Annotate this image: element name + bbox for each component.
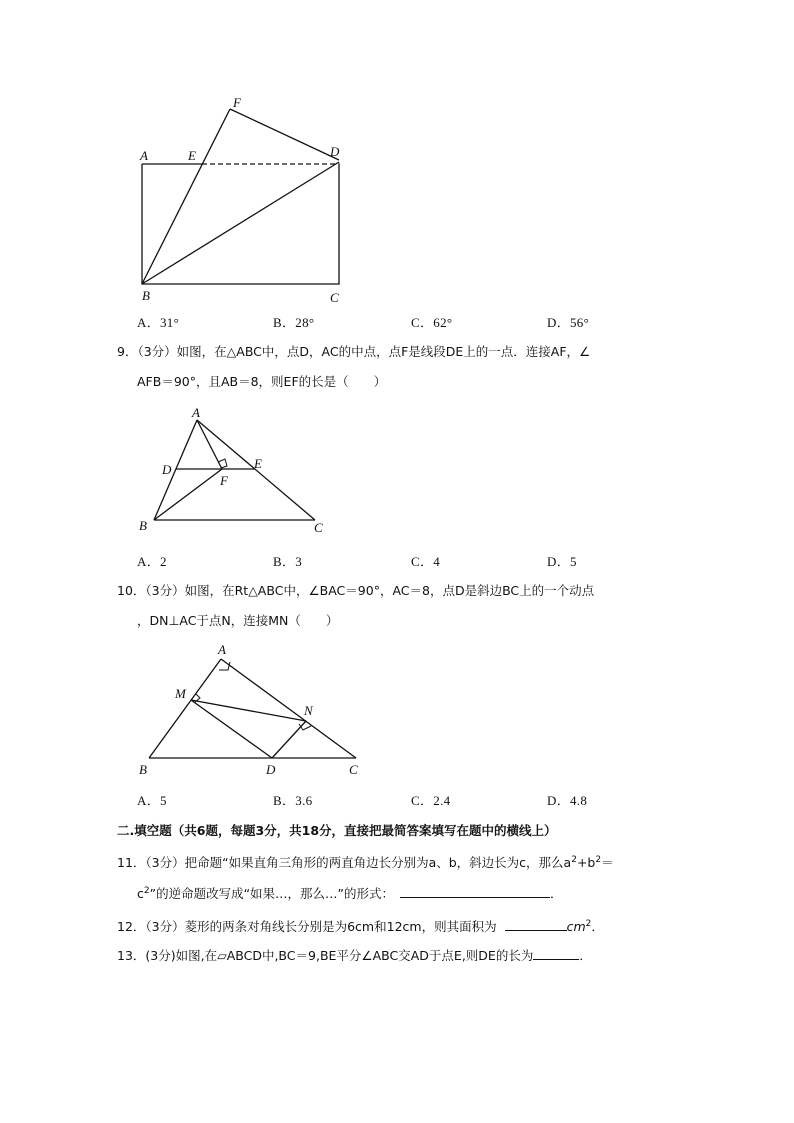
q11-answer-blank[interactable] [400, 885, 550, 898]
q11-line1-b: +b [576, 855, 596, 871]
segment-bf [142, 109, 230, 284]
q12-text [117, 916, 604, 935]
q13-end: ． [579, 948, 592, 963]
q13-answer-blank[interactable] [533, 947, 579, 960]
segment-bd [142, 162, 339, 284]
label-m: M [175, 686, 186, 701]
q12-body: 12．（3分）菱形的两条对角线长分别是为6cm和12cm，则其面积为 [117, 919, 497, 935]
q10-figure [135, 640, 370, 780]
q9-text-line1: 9．（3分）如图，在△ABC中，点D，AC的中点，点F是线段DE上的一点．连接AF，∠ [117, 344, 591, 359]
label-c: C [349, 762, 358, 777]
q11-line1-a: 11．（3分）把命题“如果直角三角形的两直角边长分别为a、b，斜边长为c，那么a [117, 855, 572, 871]
q8-option-c[interactable]: C．62° [411, 315, 453, 330]
segment-ab [149, 659, 221, 758]
q9-option-d[interactable]: D．5 [547, 554, 577, 569]
q10-option-c[interactable]: C．2.4 [411, 793, 451, 808]
label-c: C [314, 520, 323, 535]
q11-sup2: 2 [595, 855, 602, 865]
q12-unit: cm [566, 919, 586, 935]
segment-md [191, 700, 272, 758]
label-f: F [220, 473, 228, 488]
q11-sup1: 2 [571, 855, 577, 865]
q9-option-a[interactable]: A．2 [137, 554, 167, 569]
label-b: B [139, 762, 147, 777]
q8-option-b[interactable]: B．28° [273, 315, 315, 330]
label-d: D [266, 762, 276, 777]
label-c: C [330, 290, 339, 305]
label-b: B [139, 518, 147, 533]
q10-option-b[interactable]: B．3.6 [273, 793, 313, 808]
segment-fd [230, 109, 339, 160]
label-d: D [330, 144, 340, 159]
label-a: A [192, 405, 200, 420]
section-2-title: 二.填空题（共6题，每题3分，共18分，直接把最简答案填写在题中的横线上） [117, 823, 557, 838]
right-angle-mark-n [299, 724, 311, 730]
label-f: F [233, 95, 241, 110]
label-a: A [218, 642, 226, 657]
q10-text-line1: 10．（3分）如图，在Rt△ABC中，∠BAC＝90°，AC＝8，点D是斜边BC上的一个动点 [117, 583, 595, 598]
segment-mn [191, 700, 306, 721]
q12-end: ． [591, 919, 604, 935]
label-b: B [142, 288, 150, 303]
q13-body: 13．(3分)如图,在▱ABCD中,BC＝9,BE平分∠ABC交AD于点E,则DE的长为 [117, 948, 534, 963]
q9-text-line2: AFB＝90°，且AB＝8，则EF的长是（ ） [137, 374, 387, 389]
right-angle-mark-a [219, 662, 230, 670]
q9-figure [135, 402, 335, 537]
q12-answer-blank[interactable] [505, 918, 567, 931]
label-e: E [188, 148, 196, 163]
segment-ab [154, 420, 197, 520]
q9-option-c[interactable]: C．4 [411, 554, 441, 569]
segment-ac [221, 659, 356, 758]
label-d: D [162, 462, 172, 477]
label-e: E [254, 456, 262, 471]
q11-text-line1 [117, 852, 614, 871]
label-n: N [304, 703, 313, 718]
q9-option-b[interactable]: B．3 [273, 554, 303, 569]
q11-line2-a: c [137, 886, 144, 902]
q10-option-d[interactable]: D．4.8 [547, 793, 588, 808]
q12-unit-sup: 2 [585, 919, 592, 929]
q10-option-a[interactable]: A．5 [137, 793, 167, 808]
q11-sup3: 2 [143, 886, 150, 896]
q11-line2-end: ． [550, 886, 563, 902]
q11-line2-b: ”的逆命题改写成“如果…，那么…”的形式： [149, 886, 395, 902]
q13-text [117, 947, 592, 964]
q8-option-a[interactable]: A．31° [137, 315, 180, 330]
label-a: A [140, 148, 148, 163]
q8-option-d[interactable]: D．56° [547, 315, 590, 330]
q11-text-line2 [137, 883, 563, 902]
q8-figure [120, 90, 360, 310]
q10-text-line2: ，DN⊥AC于点N，连接MN（ ） [137, 613, 339, 628]
q11-line1-c: ＝ [601, 855, 614, 871]
